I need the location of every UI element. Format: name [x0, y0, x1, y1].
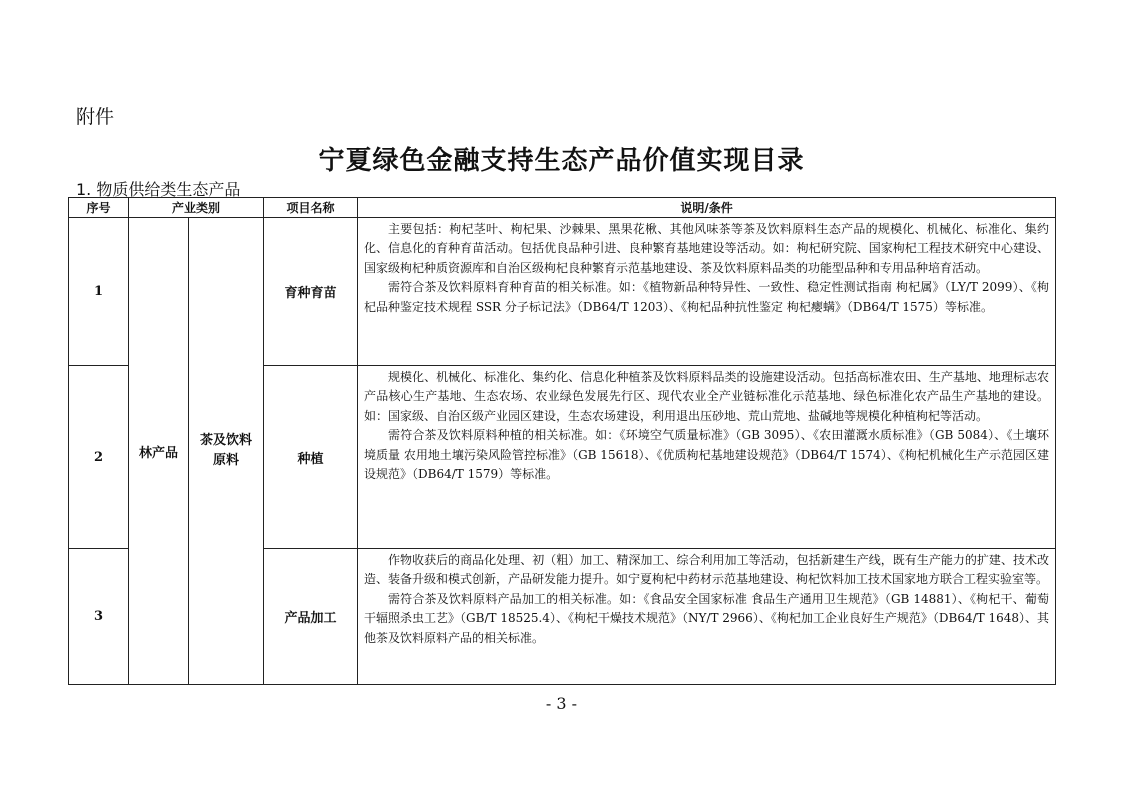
row-number: 3 [69, 549, 129, 685]
project-name: 产品加工 [264, 549, 358, 685]
description-standards: 需符合茶及饮料原料育种育苗的相关标准。如：《植物新品种特异性、一致性、稳定性测试指南 枸杞属》（LY/T 2099）、《枸杞品种鉴定技术规程 SSR 分子标记法》（DB64/T 1203）、《枸杞品种抗性鉴定 枸杞瘿螨》（DB64/T 1575）等标准。 [364, 280, 1050, 314]
column-header-description: 说明/条件 [358, 198, 1056, 218]
section-title: 1. 物质供给类生态产品 [76, 180, 241, 199]
page-title: 宁夏绿色金融支持生态产品价值实现目录 [318, 146, 805, 176]
description-standards: 需符合茶及饮料原料种植的相关标准。如：《环境空气质量标准》（GB 3095）、《农田灌溉水质标准》（GB 5084）、《土壤环境质量 农用地土壤污染风险管控标准》（GB 15618）、《优质枸杞基地建设规范》（DB64/T 1574）、《枸杞机械化生产示范园区建设规范》（DB64/T 1579）等标准。 [364, 428, 1050, 482]
description-scope: 规模化、机械化、标准化、集约化、信息化种植茶及饮料原料品类的设施建设活动。包括高标准农田、生产基地、地理标志农产品核心生产基地、生态农场、农业绿色发展先行区、现代农业全产业链标准化示范基地、绿色标准化农产品生产基地的建设。如：国家级、自治区级产业园区建设，生态农场建设，利用退出压砂地、荒山荒地、盐碱地等规模化种植枸杞等活动。 [364, 370, 1050, 423]
row-description [358, 549, 1056, 685]
project-name: 育种育苗 [264, 218, 358, 366]
column-header-number: 序号 [69, 198, 129, 218]
description-standards: 需符合茶及饮料原料产品加工的相关标准。如：《食品安全国家标准 食品生产通用卫生规范》（GB 14881）、《枸杞干、葡萄干辐照杀虫工艺》（GB/T 18525.4）、《枸杞干燥技术规范》（NY/T 2966）、《枸杞加工企业良好生产规范》（DB64/T 1648）、其他茶及饮料原料产品的相关标准。 [364, 591, 1050, 645]
category-secondary [189, 218, 264, 685]
category-secondary-text: 茶及饮料原料 [199, 433, 252, 468]
catalog-table [68, 197, 1056, 685]
project-name: 种植 [264, 366, 358, 549]
column-header-category: 产业类别 [129, 198, 264, 218]
attachment-label: 附件 [76, 106, 115, 128]
table-header-row [69, 198, 1056, 218]
page-number: - 3 - [545, 694, 578, 713]
column-header-project: 项目名称 [264, 198, 358, 218]
category-primary: 林产品 [129, 218, 189, 685]
row-description [358, 366, 1056, 549]
row-number: 1 [69, 218, 129, 366]
row-description [358, 218, 1056, 366]
description-scope: 作物收获后的商品化处理、初（粗）加工、精深加工、综合利用加工等活动，包括新建生产线，既有生产能力的扩建、技术改造、装备升级和模式创新，产品研发能力提升。如宁夏枸杞中药材示范基地建设、枸杞饮料加工技术国家地方联合工程实验室等。 [364, 553, 1050, 587]
description-scope: 主要包括：枸杞茎叶、枸杞果、沙棘果、黑果花楸、其他风味茶等茶及饮料原料生态产品的规模化、机械化、标准化、集约化、信息化的育种育苗活动。包括优良品种引进、良种繁育基地建设等活动。如：枸杞研究院、国家枸杞工程技术研究中心建设、国家级枸杞种质资源库和自治区级枸杞良种繁育示范基地建设、茶及饮料原料品类的功能型品种和专用品种培育活动。 [364, 222, 1050, 275]
row-number: 2 [69, 366, 129, 549]
table-row [69, 218, 1056, 366]
